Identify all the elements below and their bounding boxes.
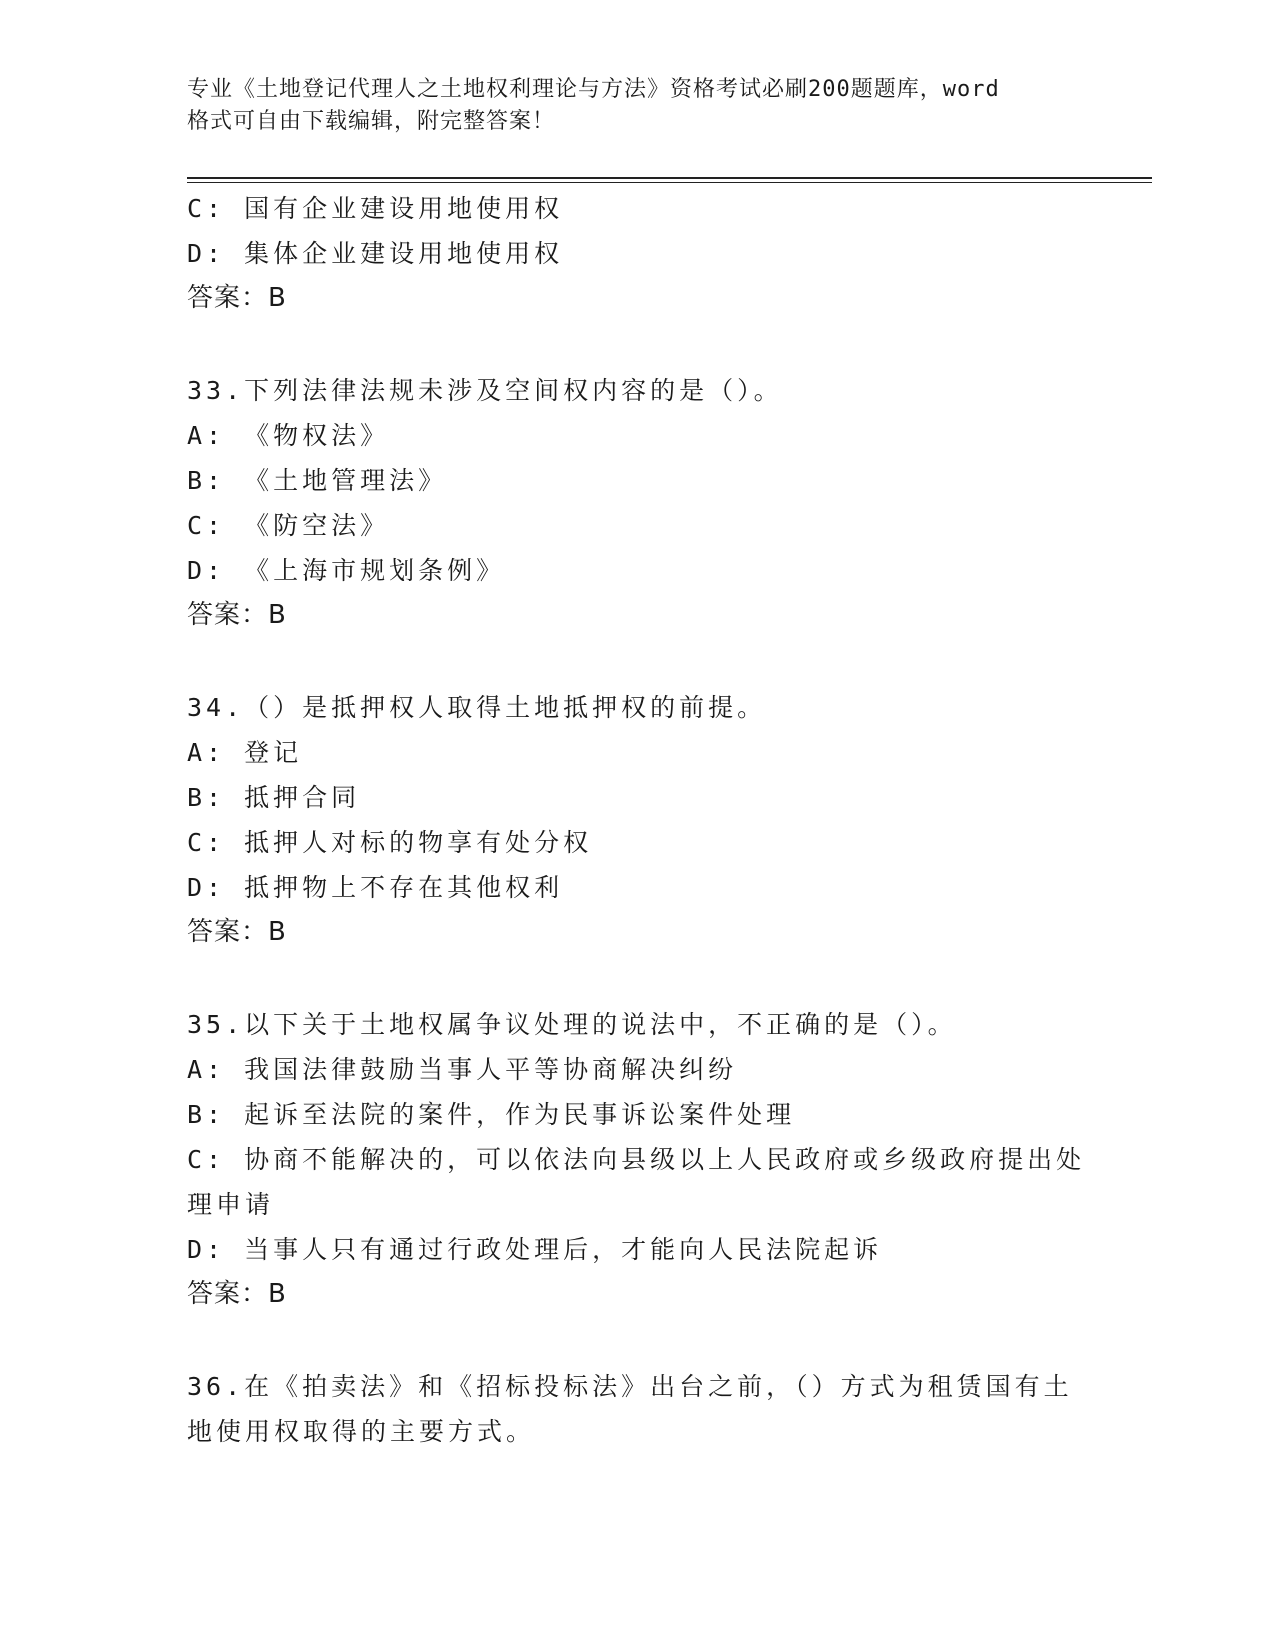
header-line-2: 格式可自由下载编辑，附完整答案！ [187, 109, 556, 134]
header-line-1: 专业《土地登记代理人之土地权利理论与方法》资格考试必刷200题题库，word [187, 77, 1000, 102]
option-b: B: 《土地管理法》 [187, 466, 448, 495]
option-c: C: 协商不能解决的，可以依法向县级以上人民政府或乡级政府提出处理申请 [187, 1145, 1086, 1219]
question-stem: 35.以下关于土地权属争议处理的说法中，不正确的是（）。 [187, 1010, 957, 1039]
option-a: A: 《物权法》 [187, 421, 390, 450]
header-divider-thin [187, 182, 1152, 183]
question-block-34 [187, 685, 1087, 955]
question-block-32 [187, 186, 1087, 321]
document-header [187, 74, 1067, 138]
question-list [187, 186, 1087, 1454]
answer-line: 答案：B [187, 283, 287, 313]
question-stem: 34.（）是抵押权人取得土地抵押权的前提。 [187, 693, 767, 722]
option-a: A: 登记 [187, 738, 303, 767]
answer-line: 答案：B [187, 917, 287, 947]
header-divider-thick [187, 177, 1152, 179]
answer-line: 答案：B [187, 600, 287, 630]
option-b: B: 抵押合同 [187, 783, 361, 812]
question-block-36 [187, 1364, 1087, 1454]
option-b: B: 起诉至法院的案件，作为民事诉讼案件处理 [187, 1100, 796, 1129]
question-stem: 36.在《拍卖法》和《招标投标法》出台之前，（）方式为租赁国有土地使用权取得的主要方式。 [187, 1372, 1073, 1446]
option-c: C: 抵押人对标的物享有处分权 [187, 828, 593, 857]
question-block-35 [187, 1002, 1087, 1317]
question-stem: 33.下列法律法规未涉及空间权内容的是（）。 [187, 376, 783, 405]
option-c: C: 国有企业建设用地使用权 [187, 194, 564, 223]
answer-line: 答案：B [187, 1279, 287, 1309]
option-d: D: 《上海市规划条例》 [187, 556, 506, 585]
option-d: D: 集体企业建设用地使用权 [187, 239, 564, 268]
option-c: C: 《防空法》 [187, 511, 390, 540]
option-d: D: 抵押物上不存在其他权利 [187, 873, 564, 902]
option-a: A: 我国法律鼓励当事人平等协商解决纠纷 [187, 1055, 738, 1084]
question-block-33 [187, 368, 1087, 638]
option-d: D: 当事人只有通过行政处理后，才能向人民法院起诉 [187, 1235, 883, 1264]
